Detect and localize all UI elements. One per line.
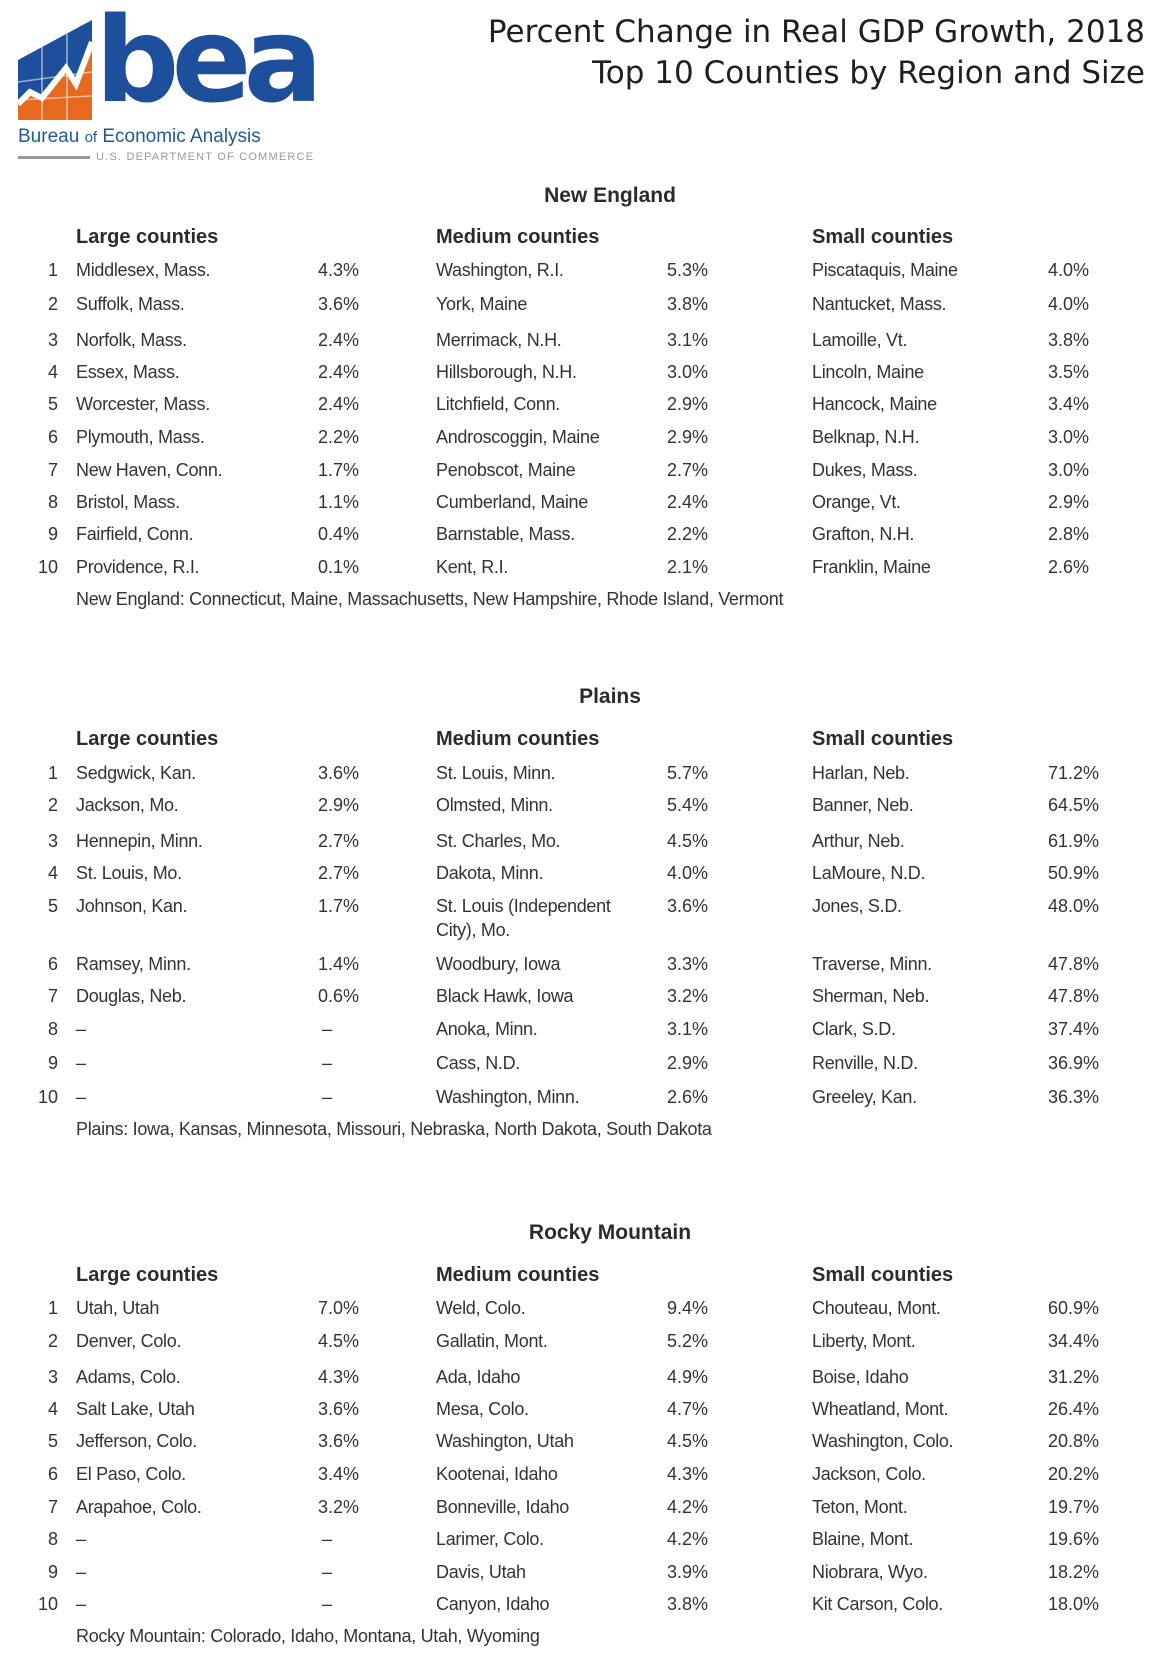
medium-county-name: Dakota, Minn. [436, 863, 544, 883]
medium-county-name: Penobscot, Maine [436, 460, 576, 480]
large-county-name: Sedgwick, Kan. [76, 763, 196, 783]
medium-county-value: 3.1% [667, 1019, 709, 1039]
small-county-name: Wheatland, Mont. [812, 1399, 949, 1419]
rank-number: 6 [47, 954, 58, 974]
small-county-name: Greeley, Kan. [812, 1087, 917, 1107]
large-county-value: 3.2% [318, 1497, 360, 1517]
small-county-value: 36.3% [1048, 1087, 1100, 1107]
small-county-name: Belknap, N.H. [812, 427, 920, 447]
small-county-name: Washington, Colo. [812, 1431, 954, 1451]
large-county-value: 1.1% [318, 492, 360, 512]
small-county-name: Traverse, Minn. [812, 954, 932, 974]
rank-number: 7 [47, 460, 58, 480]
small-county-name: Arthur, Neb. [812, 831, 905, 851]
column-header-medium: Medium counties [436, 728, 600, 750]
medium-county-name: Cumberland, Maine [436, 492, 588, 512]
large-county-value: 3.6% [318, 294, 360, 314]
small-county-value: 4.0% [1048, 260, 1090, 280]
small-county-value: 31.2% [1048, 1367, 1100, 1387]
small-county-value: 34.4% [1048, 1331, 1100, 1351]
rank-number: 5 [47, 896, 58, 916]
medium-county-value: 5.4% [667, 795, 709, 815]
large-county-name: Johnson, Kan. [76, 896, 188, 916]
large-county-name: Denver, Colo. [76, 1331, 182, 1351]
small-county-value: 3.0% [1048, 460, 1090, 480]
small-county-name: Boise, Idaho [812, 1367, 909, 1387]
large-county-value: – [322, 1529, 333, 1549]
medium-county-name: Anoka, Minn. [436, 1019, 538, 1039]
medium-county-name: St. Louis (Independent [436, 896, 611, 916]
medium-county-name: St. Charles, Mo. [436, 831, 561, 851]
rank-number: 4 [47, 1399, 58, 1419]
large-county-name: – [76, 1529, 86, 1549]
small-county-value: 4.0% [1048, 294, 1090, 314]
column-header-medium: Medium counties [436, 226, 600, 248]
medium-county-name: Cass, N.D. [436, 1053, 521, 1073]
medium-county-name: St. Louis, Minn. [436, 763, 556, 783]
logo-divider-bar [18, 156, 90, 159]
large-county-value: – [322, 1019, 333, 1039]
small-county-value: 3.8% [1048, 330, 1090, 350]
region-title: New England [544, 184, 676, 207]
rank-number: 5 [47, 394, 58, 414]
medium-county-name: Olmsted, Minn. [436, 795, 553, 815]
small-county-value: 60.9% [1048, 1298, 1100, 1318]
region-footnote: Plains: Iowa, Kansas, Minnesota, Missouri, Nebraska, North Dakota, South Dakota [76, 1119, 712, 1139]
small-county-value: 61.9% [1048, 831, 1100, 851]
small-county-name: Sherman, Neb. [812, 986, 930, 1006]
medium-county-value: 4.0% [667, 863, 709, 883]
rank-number: 10 [37, 1594, 58, 1614]
medium-county-name: Litchfield, Conn. [436, 394, 560, 414]
medium-county-value: 4.5% [667, 1431, 709, 1451]
rank-number: 7 [47, 986, 58, 1006]
small-county-value: 3.4% [1048, 394, 1090, 414]
rank-number: 6 [47, 427, 58, 447]
medium-county-value: 3.8% [667, 294, 709, 314]
small-county-name: Renville, N.D. [812, 1053, 918, 1073]
medium-county-value: 2.9% [667, 427, 709, 447]
medium-county-name: Kent, R.I. [436, 557, 509, 577]
region-footnote: Rocky Mountain: Colorado, Idaho, Montana, Utah, Wyoming [76, 1626, 540, 1646]
rank-number: 3 [47, 330, 58, 350]
medium-county-name: Washington, Minn. [436, 1087, 580, 1107]
large-county-value: 2.9% [318, 795, 360, 815]
large-county-name: – [76, 1053, 86, 1073]
rank-number: 2 [47, 294, 58, 314]
medium-county-value: 3.1% [667, 330, 709, 350]
column-header-small: Small counties [812, 226, 954, 248]
large-county-value: 3.6% [318, 1399, 360, 1419]
medium-county-value: 2.9% [667, 1053, 709, 1073]
small-county-name: Grafton, N.H. [812, 524, 915, 544]
medium-county-value: 4.9% [667, 1367, 709, 1387]
small-county-name: Clark, S.D. [812, 1019, 896, 1039]
large-county-value: 1.7% [318, 460, 360, 480]
small-county-value: 48.0% [1048, 896, 1100, 916]
large-county-value: 4.5% [318, 1331, 360, 1351]
medium-county-value: 5.3% [667, 260, 709, 280]
large-county-name: Middlesex, Mass. [76, 260, 211, 280]
small-county-value: 26.4% [1048, 1399, 1100, 1419]
rank-number: 3 [47, 1367, 58, 1387]
large-county-value: 1.4% [318, 954, 360, 974]
medium-county-name: Larimer, Colo. [436, 1529, 544, 1549]
logo-agency-name [18, 127, 261, 148]
small-county-value: 47.8% [1048, 986, 1100, 1006]
medium-county-name: Black Hawk, Iowa [436, 986, 574, 1006]
large-county-value: 2.4% [318, 330, 360, 350]
region-footnote: New England: Connecticut, Maine, Massachusetts, New Hampshire, Rhode Island, Vermont [76, 589, 784, 609]
rank-number: 9 [47, 1053, 58, 1073]
rank-number: 4 [47, 362, 58, 382]
small-county-value: 71.2% [1048, 763, 1100, 783]
small-county-value: 47.8% [1048, 954, 1100, 974]
small-county-name: Lincoln, Maine [812, 362, 924, 382]
medium-county-value: 3.8% [667, 1594, 709, 1614]
small-county-value: 36.9% [1048, 1053, 1100, 1073]
small-county-name: Hancock, Maine [812, 394, 937, 414]
medium-county-value: 4.5% [667, 831, 709, 851]
medium-county-value: 5.7% [667, 763, 709, 783]
medium-county-name: Gallatin, Mont. [436, 1331, 548, 1351]
large-county-name: Bristol, Mass. [76, 492, 180, 512]
small-county-value: 18.2% [1048, 1562, 1100, 1582]
small-county-name: Blaine, Mont. [812, 1529, 914, 1549]
large-county-name: Worcester, Mass. [76, 394, 210, 414]
medium-county-name: Ada, Idaho [436, 1367, 521, 1387]
medium-county-value: 4.3% [667, 1464, 709, 1484]
rank-number: 5 [47, 1431, 58, 1451]
large-county-value: 3.4% [318, 1464, 360, 1484]
small-county-value: 19.7% [1048, 1497, 1100, 1517]
region-title: Rocky Mountain [528, 1221, 692, 1244]
rank-number: 7 [47, 1497, 58, 1517]
large-county-name: – [76, 1562, 86, 1582]
logo-name-part2: Economic Analysis [102, 126, 261, 147]
medium-county-name: Davis, Utah [436, 1562, 526, 1582]
large-county-value: 2.2% [318, 427, 360, 447]
large-county-name: Utah, Utah [76, 1298, 160, 1318]
large-county-value: 2.7% [318, 831, 360, 851]
small-county-name: Orange, Vt. [812, 492, 901, 512]
large-county-name: Arapahoe, Colo. [76, 1497, 202, 1517]
medium-county-name: Barnstable, Mass. [436, 524, 575, 544]
small-county-name: Harlan, Neb. [812, 763, 910, 783]
medium-county-value: 2.2% [667, 524, 709, 544]
small-county-value: 19.6% [1048, 1529, 1100, 1549]
column-header-large: Large counties [76, 226, 219, 248]
small-county-value: 18.0% [1048, 1594, 1100, 1614]
large-county-name: Norfolk, Mass. [76, 330, 187, 350]
small-county-name: Lamoille, Vt. [812, 330, 908, 350]
large-county-value: 7.0% [318, 1298, 360, 1318]
large-county-value: 2.7% [318, 863, 360, 883]
large-county-name: – [76, 1087, 86, 1107]
large-county-value: 1.7% [318, 896, 360, 916]
medium-county-value: 5.2% [667, 1331, 709, 1351]
medium-county-name: Canyon, Idaho [436, 1594, 550, 1614]
rank-number: 10 [37, 1087, 58, 1107]
large-county-name: Hennepin, Minn. [76, 831, 203, 851]
page-subtitle: Top 10 Counties by Region and Size [592, 55, 1145, 91]
medium-county-value: 3.0% [667, 362, 709, 382]
large-county-name: Plymouth, Mass. [76, 427, 205, 447]
medium-county-value: 2.7% [667, 460, 709, 480]
large-county-name: Jefferson, Colo. [76, 1431, 197, 1451]
medium-county-value: 2.4% [667, 492, 709, 512]
small-county-value: 64.5% [1048, 795, 1100, 815]
rank-number: 2 [47, 1331, 58, 1351]
small-county-name: Niobrara, Wyo. [812, 1562, 928, 1582]
large-county-value: 3.6% [318, 1431, 360, 1451]
large-county-name: Fairfield, Conn. [76, 524, 194, 544]
large-county-name: El Paso, Colo. [76, 1464, 186, 1484]
rank-number: 9 [47, 524, 58, 544]
large-county-name: Douglas, Neb. [76, 986, 187, 1006]
medium-county-value: 2.1% [667, 557, 709, 577]
medium-county-value: 4.2% [667, 1529, 709, 1549]
large-county-name: – [76, 1594, 86, 1614]
large-county-value: – [322, 1053, 333, 1073]
large-county-value: 0.6% [318, 986, 360, 1006]
small-county-name: LaMoure, N.D. [812, 863, 926, 883]
page-title: Percent Change in Real GDP Growth, 2018 [487, 14, 1145, 50]
small-county-name: Piscataquis, Maine [812, 260, 958, 280]
small-county-name: Kit Carson, Colo. [812, 1594, 943, 1614]
rank-number: 4 [47, 863, 58, 883]
column-header-small: Small counties [812, 1264, 954, 1286]
small-county-name: Liberty, Mont. [812, 1331, 916, 1351]
small-county-name: Jackson, Colo. [812, 1464, 926, 1484]
medium-county-name: Bonneville, Idaho [436, 1497, 570, 1517]
small-county-name: Nantucket, Mass. [812, 294, 947, 314]
medium-county-name: Merrimack, N.H. [436, 330, 562, 350]
column-header-large: Large counties [76, 1264, 219, 1286]
rank-number: 2 [47, 795, 58, 815]
medium-county-name: York, Maine [436, 294, 528, 314]
logo-department: U.S. DEPARTMENT OF COMMERCE [96, 151, 315, 163]
medium-county-value: 3.2% [667, 986, 709, 1006]
logo-name-of: of [84, 129, 98, 146]
medium-county-name: Weld, Colo. [436, 1298, 526, 1318]
large-county-name: New Haven, Conn. [76, 460, 223, 480]
small-county-name: Dukes, Mass. [812, 460, 918, 480]
column-header-small: Small counties [812, 728, 954, 750]
small-county-name: Jones, S.D. [812, 896, 902, 916]
small-county-name: Teton, Mont. [812, 1497, 908, 1517]
large-county-value: 3.6% [318, 763, 360, 783]
small-county-value: 50.9% [1048, 863, 1100, 883]
medium-county-name: Mesa, Colo. [436, 1399, 529, 1419]
small-county-value: 20.8% [1048, 1431, 1100, 1451]
medium-county-name: Washington, Utah [436, 1431, 574, 1451]
bea-logo [0, 0, 330, 170]
small-county-value: 20.2% [1048, 1464, 1100, 1484]
large-county-value: 2.4% [318, 362, 360, 382]
rank-number: 9 [47, 1562, 58, 1582]
medium-county-name: Hillsborough, N.H. [436, 362, 577, 382]
column-header-medium: Medium counties [436, 1264, 600, 1286]
rank-number: 10 [37, 557, 58, 577]
large-county-name: Jackson, Mo. [76, 795, 179, 815]
small-county-name: Chouteau, Mont. [812, 1298, 941, 1318]
medium-county-name: Woodbury, Iowa [436, 954, 561, 974]
medium-county-value: 3.3% [667, 954, 709, 974]
large-county-value: 2.4% [318, 394, 360, 414]
rank-number: 8 [47, 492, 58, 512]
medium-county-value: 9.4% [667, 1298, 709, 1318]
medium-county-name-continued: City), Mo. [436, 920, 511, 940]
large-county-name: – [76, 1019, 86, 1039]
small-county-value: 3.5% [1048, 362, 1090, 382]
large-county-name: Suffolk, Mass. [76, 294, 185, 314]
large-county-name: Providence, R.I. [76, 557, 200, 577]
logo-name-part1: Bureau [18, 126, 80, 147]
large-county-name: Ramsey, Minn. [76, 954, 191, 974]
rank-number: 3 [47, 831, 58, 851]
small-county-value: 3.0% [1048, 427, 1090, 447]
large-county-value: 0.4% [318, 524, 360, 544]
medium-county-value: 2.6% [667, 1087, 709, 1107]
region-title: Plains [579, 685, 641, 708]
large-county-name: St. Louis, Mo. [76, 863, 182, 883]
rank-number: 1 [47, 260, 58, 280]
small-county-value: 2.8% [1048, 524, 1090, 544]
column-header-large: Large counties [76, 728, 219, 750]
large-county-value: 0.1% [318, 557, 360, 577]
medium-county-name: Kootenai, Idaho [436, 1464, 558, 1484]
rank-number: 6 [47, 1464, 58, 1484]
rank-number: 8 [47, 1019, 58, 1039]
medium-county-name: Androscoggin, Maine [436, 427, 600, 447]
medium-county-value: 4.7% [667, 1399, 709, 1419]
small-county-value: 37.4% [1048, 1019, 1100, 1039]
large-county-name: Salt Lake, Utah [76, 1399, 195, 1419]
large-county-value: 4.3% [318, 260, 360, 280]
small-county-value: 2.9% [1048, 492, 1090, 512]
small-county-value: 2.6% [1048, 557, 1090, 577]
large-county-value: – [322, 1562, 333, 1582]
small-county-name: Franklin, Maine [812, 557, 931, 577]
large-county-name: Essex, Mass. [76, 362, 180, 382]
medium-county-value: 3.6% [667, 896, 709, 916]
medium-county-value: 2.9% [667, 394, 709, 414]
large-county-value: 4.3% [318, 1367, 360, 1387]
medium-county-name: Washington, R.I. [436, 260, 564, 280]
rank-number: 1 [47, 763, 58, 783]
rank-number: 8 [47, 1529, 58, 1549]
rank-number: 1 [47, 1298, 58, 1318]
medium-county-value: 4.2% [667, 1497, 709, 1517]
large-county-name: Adams, Colo. [76, 1367, 181, 1387]
logo-wordmark: bea [95, 8, 316, 120]
large-county-value: – [322, 1594, 333, 1614]
small-county-name: Banner, Neb. [812, 795, 914, 815]
large-county-value: – [322, 1087, 333, 1107]
medium-county-value: 3.9% [667, 1562, 709, 1582]
